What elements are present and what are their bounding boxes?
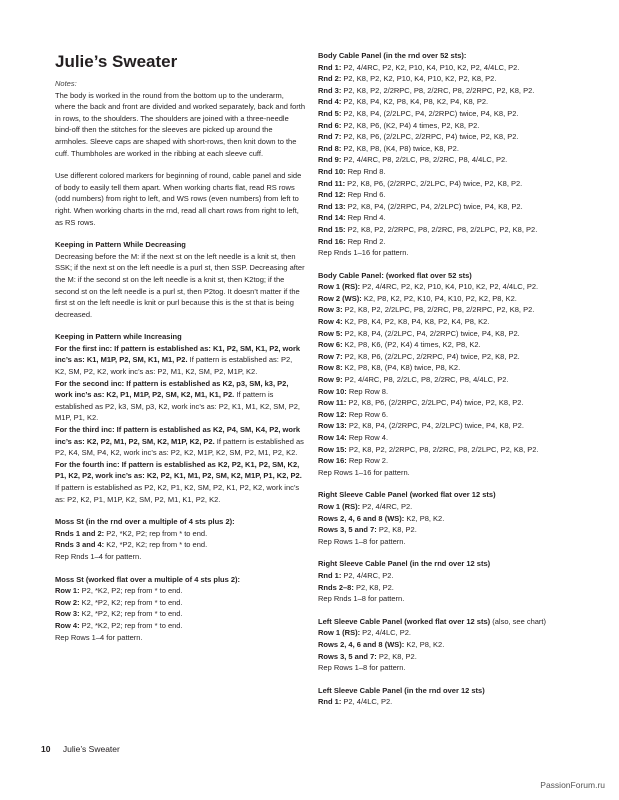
- row-label: Rows 3, 5 and 7:: [318, 651, 377, 661]
- row-label: Row 7:: [318, 351, 343, 361]
- row-text: P2, 4/4RC, P2, K2, P10, K4, P10, K2, P2, 4/4LC, P2.: [341, 62, 520, 72]
- pattern-row: [318, 362, 576, 374]
- row-text: P2, K8, P4, (2/2RPC, P4, 2/2LPC) twice, P4, K8, P2.: [345, 201, 523, 211]
- row-label: Rnds 1 and 2:: [55, 528, 105, 538]
- row-label: Row 1 (RS):: [318, 282, 361, 292]
- row-text: K2, P8, K4, P2, K8, P4, K8, P2, K4, P8, K2.: [342, 317, 490, 327]
- row-label: Rnd 4:: [318, 97, 342, 107]
- pattern-row: [318, 201, 576, 213]
- row-text: P2, K8, P2.: [353, 582, 394, 592]
- row-label: Rnd 14:: [318, 213, 346, 223]
- row-label: Row 6:: [318, 340, 343, 350]
- row-label: Rnd 11:: [318, 178, 346, 188]
- increasing-heading: Keeping in Pattern while Increasing: [55, 332, 182, 342]
- row-text: Rep Rows 1–8 for pattern.: [318, 663, 406, 673]
- right-sleeve-rnd-heading: Right Sleeve Cable Panel (in the rnd over 12 sts): [318, 559, 491, 569]
- row-label: Row 3:: [318, 305, 343, 315]
- pattern-row: [318, 189, 576, 201]
- pattern-row: [318, 85, 576, 97]
- row-label: Row 4:: [318, 317, 343, 327]
- increasing-item-text: If pattern is established as: P2, K2, SM, P2, K2, work inc’s as: P2, M1, K2, SM, P2, M1P, K2.: [55, 355, 293, 377]
- pattern-row: [318, 570, 576, 582]
- row-label: Row 15:: [318, 444, 347, 454]
- pattern-row: [318, 131, 576, 143]
- pattern-row: [318, 386, 576, 398]
- row-label: Row 5:: [318, 328, 343, 338]
- pattern-row: [318, 513, 576, 525]
- pattern-row: [318, 397, 576, 409]
- page-title: Julie’s Sweater: [55, 52, 178, 71]
- row-label: Row 1 (RS):: [318, 628, 361, 638]
- row-label: Row 10:: [318, 386, 347, 396]
- row-text: P2, K8, P2, 2/2LPC, P8, 2/2RC, P8, 2/2RPC, P2, K8, P2.: [342, 305, 535, 315]
- row-label: Rnd 7:: [318, 132, 342, 142]
- pattern-row: [55, 528, 305, 540]
- pattern-row: [318, 224, 576, 236]
- pattern-row: [318, 639, 576, 651]
- pattern-row: [318, 120, 576, 132]
- body-rnd-heading: Body Cable Panel (in the rnd over 52 sts):: [318, 51, 467, 60]
- pattern-row: [55, 632, 305, 644]
- left-column: [55, 50, 305, 654]
- row-label: Row 3:: [55, 609, 80, 619]
- row-text: K2, P8, K8, (P4, K8) twice, P8, K2.: [342, 363, 461, 373]
- row-text: K2, P8, K6, (P2, K4) 4 times, K2, P8, K2.: [342, 340, 481, 350]
- pattern-row: [318, 501, 576, 513]
- row-text: Rep Rnd 2.: [345, 236, 386, 246]
- pattern-row: [318, 281, 576, 293]
- row-label: Rows 2, 4, 6 and 8 (WS):: [318, 639, 405, 649]
- left-sleeve-flat-heading-bold: Left Sleeve Cable Panel (worked flat over 12 sts): [318, 616, 491, 626]
- pattern-row: [318, 328, 576, 340]
- row-text: Rep Rows 1–4 for pattern.: [55, 632, 143, 642]
- row-label: Row 12:: [318, 409, 347, 419]
- row-text: P2, 4/4RC, P2, K2, P10, K4, P10, K2, P2, 4/4LC, P2.: [360, 282, 539, 292]
- row-text: P2, 4/4RC, P8, 2/2LC, P8, 2/2RC, P8, 4/4LC, P2.: [341, 155, 508, 165]
- row-label: Rows 2, 4, 6 and 8 (WS):: [318, 513, 405, 523]
- pattern-row: [318, 696, 576, 708]
- row-text: K2, P8, K2.: [404, 513, 445, 523]
- row-text: K2, *P2, K2; rep from * to end.: [104, 540, 208, 550]
- row-text: P2, K8, P4, (2/2LPC, P4, 2/2RPC) twice, P4, K8, P2.: [341, 108, 519, 118]
- increasing-item-text: If pattern is established as P2, K2, P1, K2, SM, P2, K1, P2, K2, work inc’s as: P2, K2, P1, M1P, K2, SM, P2, M1, K1, P2, K2.: [55, 483, 300, 504]
- row-label: Row 1 (RS):: [318, 501, 361, 511]
- row-text: P2, K8, P2.: [376, 651, 417, 661]
- row-text: Rep Rnd 4.: [345, 213, 386, 223]
- right-sleeve-flat-heading: Right Sleeve Cable Panel (worked flat over 12 sts): [318, 490, 496, 500]
- row-text: K2, P8, K2.: [404, 639, 445, 649]
- row-text: P2, 4/4LC, P2.: [341, 697, 393, 707]
- row-label: Rnd 16:: [318, 236, 346, 246]
- pattern-row: [318, 593, 576, 605]
- row-text: P2, 4/4RC, P2.: [360, 501, 413, 511]
- pattern-row: [318, 73, 576, 85]
- row-label: Rnd 8:: [318, 143, 342, 153]
- row-text: P2, K8, P2, 2/2RPC, P8, 2/2RC, P8, 2/2RPC, P2, K8, P2.: [341, 85, 535, 95]
- row-text: P2, *K2, P2; rep from * to end.: [79, 620, 183, 630]
- row-text: Rep Rnds 1–4 for pattern.: [55, 551, 142, 561]
- left-sleeve-flat-heading: [318, 616, 576, 628]
- row-label: Rnd 1:: [318, 697, 342, 707]
- row-text: Rep Rnd 6.: [345, 190, 386, 200]
- pattern-row: [318, 536, 576, 548]
- row-text: P2, K8, P6, (K2, P4) 4 times, P2, K8, P2.: [341, 120, 480, 130]
- page-number: 10: [41, 744, 51, 754]
- row-label: Rnd 10:: [318, 166, 346, 176]
- row-text: P2, *K2, P2; rep from * to end.: [104, 528, 208, 538]
- row-label: Rnd 3:: [318, 85, 342, 95]
- left-sleeve-rnd-section: [318, 685, 576, 708]
- pattern-row: [318, 108, 576, 120]
- row-label: Row 1:: [55, 586, 80, 596]
- row-text: P2, K8, P6, (2/2LPC, 2/2RPC, P4) twice, P2, K8, P2.: [342, 351, 520, 361]
- left-sleeve-flat-heading-suffix: (also, see chart): [490, 616, 547, 626]
- pattern-row: [318, 293, 576, 305]
- row-label: Row 13:: [318, 421, 347, 431]
- pattern-row: [318, 96, 576, 108]
- pattern-row: [318, 62, 576, 74]
- row-text: K2, *P2, K2; rep from * to end.: [79, 597, 183, 607]
- pattern-row: [318, 467, 576, 479]
- row-label: Row 4:: [55, 620, 80, 630]
- pattern-row: [318, 316, 576, 328]
- row-text: P2, K8, P4, (2/2LPC, P4, 2/2RPC) twice, P4, K8, P2.: [342, 328, 520, 338]
- pattern-row: [318, 409, 576, 421]
- pattern-row: [318, 455, 576, 467]
- body-flat-section: [318, 270, 576, 479]
- row-label: Rnd 12:: [318, 190, 346, 200]
- pattern-row: [318, 154, 576, 166]
- pattern-row: [318, 524, 576, 536]
- row-text: Rep Rows 1–8 for pattern.: [318, 536, 406, 546]
- row-text: P2, K8, P4, (2/2RPC, P4, 2/2LPC) twice, P4, K8, P2.: [346, 421, 524, 431]
- row-label: Rows 3, 5 and 7:: [318, 525, 377, 535]
- row-text: P2, *K2, P2; rep from * to end.: [79, 586, 183, 596]
- row-label: Row 8:: [318, 363, 343, 373]
- moss-flat-section: [55, 574, 305, 644]
- right-sleeve-rnd-section: [318, 558, 576, 604]
- pattern-row: [318, 627, 576, 639]
- pattern-row: [318, 582, 576, 594]
- pattern-row: [318, 247, 576, 259]
- moss-rnd-section: [55, 516, 305, 562]
- pattern-row: [318, 374, 576, 386]
- row-text: Rep Row 2.: [346, 456, 389, 466]
- increasing-item-bold: For the first inc: If pattern is established as: K1, P2, SM, K1, P2, work inc’s as: K1, M1P, P2, SM, K1, M1, P2.: [55, 343, 301, 365]
- moss-flat-heading: Moss St (worked flat over a multiple of 4 sts plus 2):: [55, 574, 241, 584]
- pattern-row: [318, 166, 576, 178]
- increasing-item: [55, 343, 305, 378]
- row-text: P2, K8, P2, 2/2RPC, P8, 2/2RC, P8, 2/2LPC, P2, K8, P2.: [346, 444, 539, 454]
- row-label: Row 11:: [318, 398, 347, 408]
- pattern-row: [55, 608, 305, 620]
- row-text: P2, K8, P6, (2/2RPC, 2/2LPC, P4) twice, P2, K8, P2.: [345, 178, 523, 188]
- pattern-row: [318, 420, 576, 432]
- pattern-row: [318, 304, 576, 316]
- pattern-row: [55, 551, 305, 563]
- pattern-row: [55, 597, 305, 609]
- row-text: Rep Rows 1–16 for pattern.: [318, 467, 410, 477]
- notes-label: Notes:: [55, 79, 77, 88]
- row-text: P2, 4/4RC, P2.: [341, 570, 394, 580]
- decreasing-text: Decreasing before the M: if the next st on the left needle is a knit st, then SSK; if the next st on the left needle is a purl st, then SSP. Decreasing after the M: if the second st on the left needle is a knit st, then K2tog; if the second st on the left needle is a purl st, then P2tog. It doesn’t matter if the first st on the left needle is knit or purl because this is the st that is being decreased.: [55, 251, 305, 319]
- row-text: P2, 4/4LC, P2.: [360, 628, 411, 638]
- pattern-row: [55, 539, 305, 551]
- row-text: P2, K8, P8, (K4, P8) twice, K8, P2.: [341, 143, 459, 153]
- pattern-row: [318, 444, 576, 456]
- pattern-row: [55, 620, 305, 632]
- row-label: Rnd 2:: [318, 74, 342, 84]
- page-footer: [41, 744, 120, 754]
- row-text: Rep Row 6.: [346, 409, 389, 419]
- row-label: Rnd 15:: [318, 224, 346, 234]
- increasing-item-bold: For the second inc: If pattern is established as K2, p3, SM, k3, P2, work inc’s as: K2, P1, M1P, P2, SM, K2, M1, K1, P2.: [55, 378, 289, 400]
- row-label: Rnd 5:: [318, 108, 342, 118]
- pattern-row: [318, 662, 576, 674]
- footer-title: Julie’s Sweater: [62, 744, 120, 754]
- row-text: P2, K8, P2.: [376, 525, 417, 535]
- watermark: PassionForum.ru: [540, 780, 605, 790]
- row-text: P2, K8, P2, 2/2RPC, P8, 2/2RC, P8, 2/2LPC, P2, K8, P2.: [345, 224, 538, 234]
- pattern-row: [318, 339, 576, 351]
- increasing-item: [55, 424, 305, 459]
- decreasing-section: [55, 239, 305, 320]
- increasing-section: [55, 331, 305, 505]
- pattern-row: [318, 651, 576, 663]
- pattern-row: [318, 236, 576, 248]
- row-text: K2, *P2, K2; rep from * to end.: [79, 609, 183, 619]
- notes-paragraph-1: The body is worked in the round from the bottom up to the underarm, where the back and front are divided and worked separately, back and forth in rows, to the shoulders. The shoulders are joined with a three-needle bind-off then the stitches for the sleeves are picked up around the armholes. Sleeve caps are shaped with short-rows, then knit down to the cuff. Thumbholes are worked in the ribbing at each sleeve cuff.: [55, 90, 306, 158]
- row-text: P2, K8, P2, K2, P10, K4, P10, K2, P2, K8, P2.: [341, 74, 497, 84]
- row-text: P2, K8, P6, (2/2LPC, 2/2RPC, P4) twice, P2, K8, P2.: [341, 132, 519, 142]
- left-sleeve-rnd-heading: Left Sleeve Cable Panel (in the rnd over 12 sts): [318, 685, 485, 695]
- row-text: Rep Row 8.: [346, 386, 389, 396]
- row-text: K2, P8, K2, P2, K10, P4, K10, P2, K2, P8, K2.: [361, 293, 517, 303]
- row-label: Row 2 (WS):: [318, 293, 362, 303]
- decreasing-heading: Keeping in Pattern While Decreasing: [55, 240, 186, 250]
- row-label: Rnd 9:: [318, 155, 342, 165]
- row-label: Row 9:: [318, 375, 343, 385]
- row-label: Rnd 6:: [318, 120, 342, 130]
- increasing-item-bold: For the fourth inc: If pattern is established as K2, P2, K1, P2, SM, K2, P1, K2, P2, work inc’s as: K2, P2, K1, M1, P2, SM, K2, M1P, P1, K2, P2.: [55, 459, 302, 481]
- row-text: P2, K8, P4, K2, P8, K4, P8, K2, P4, K8, P2.: [341, 97, 489, 107]
- row-text: Rep Rnd 8.: [345, 166, 386, 176]
- right-column: [318, 50, 576, 719]
- increasing-item-text: If pattern is established as P2, K4, SM, P4, K2, work inc’s as: P2, K2, M1P, K2, SM, P2, M1, P2, K2.: [55, 436, 304, 458]
- increasing-item-bold: For the third inc: If pattern is established as K2, P4, SM, K4, P2, work inc’s as: K2, P2, M1, P2, SM, K2, M1P, K2, P2.: [55, 425, 301, 446]
- increasing-item: [55, 459, 305, 505]
- pattern-row: [318, 351, 576, 363]
- row-label: Row 16:: [318, 456, 347, 466]
- left-sleeve-flat-section: [318, 616, 576, 674]
- body-flat-heading: Body Cable Panel: (worked flat over 52 sts): [318, 270, 472, 280]
- moss-rnd-heading: Moss St (in the rnd over a multiple of 4 sts plus 2):: [55, 517, 235, 527]
- notes-paragraph-2: Use different colored markers for beginning of round, cable panel and side of body to easily tell them apart. When working charts flat, read RS rows (odd numbers) from right to left, and WS rows (even numbers) from left to right. When working charts in the rnd, read all chart rows from right to left, as RS rows.: [55, 171, 302, 227]
- row-text: Rep Rnds 1–8 for pattern.: [318, 594, 405, 604]
- pattern-row: [318, 178, 576, 190]
- row-label: Rnds 2–8:: [318, 582, 354, 592]
- increasing-item: [55, 378, 305, 424]
- row-text: Rep Row 4.: [346, 433, 389, 442]
- row-label: Rnd 1:: [318, 62, 342, 72]
- pattern-row: [318, 212, 576, 224]
- body-rnd-section: [318, 50, 576, 259]
- row-label: Row 14:: [318, 433, 347, 442]
- pattern-row: [318, 143, 576, 155]
- row-label: Row 2:: [55, 597, 80, 607]
- row-text: Rep Rnds 1–16 for pattern.: [318, 248, 409, 258]
- increasing-item-text: If pattern is established as P2, k3, SM, p3, K2, work inc’s as: P2, K1, M1, K2, SM, P2, M1P, P1, K2.: [55, 390, 300, 423]
- pattern-row: [55, 585, 305, 597]
- pattern-row: [318, 432, 576, 444]
- row-label: Rnds 3 and 4:: [55, 540, 105, 550]
- row-text: P2, 4/4RC, P8, 2/2LC, P8, 2/2RC, P8, 4/4LC, P2.: [342, 375, 509, 385]
- row-text: P2, K8, P6, (2/2RPC, 2/2LPC, P4) twice, P2, K8, P2.: [346, 398, 524, 408]
- row-label: Rnd 13:: [318, 201, 346, 211]
- row-label: Rnd 1:: [318, 570, 342, 580]
- right-sleeve-flat-section: [318, 489, 576, 547]
